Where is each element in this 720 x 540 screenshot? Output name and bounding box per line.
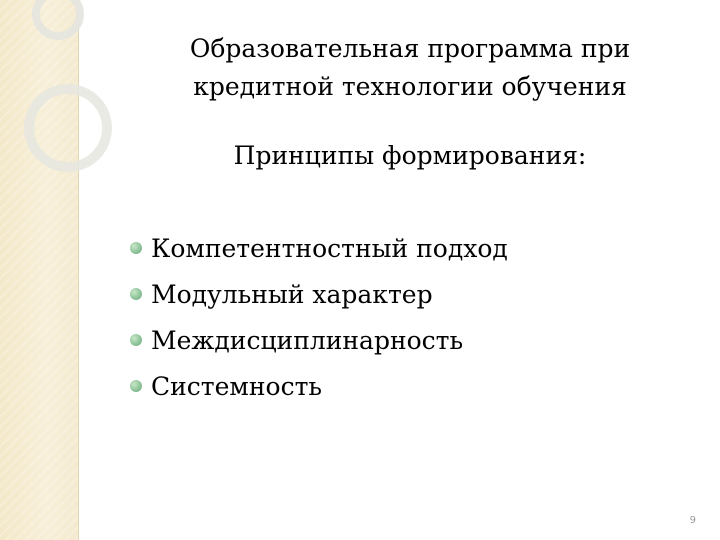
decorative-side-strip xyxy=(0,0,78,540)
bullet-text: Системность xyxy=(151,371,323,401)
strip-divider xyxy=(78,0,79,540)
slide-title xyxy=(130,30,690,106)
slide-title-line-2: кредитной технологии обучения xyxy=(193,72,627,101)
bullet-list xyxy=(130,225,508,409)
bullet-dot-icon xyxy=(130,334,142,346)
bullet-text: Модульный характер xyxy=(151,279,433,309)
bullet-item xyxy=(130,271,508,317)
bullet-item xyxy=(130,317,508,363)
bullet-item xyxy=(130,363,508,409)
bullet-text: Междисциплинарность xyxy=(151,325,464,355)
bullet-item xyxy=(130,225,508,271)
bullet-dot-icon xyxy=(130,380,142,392)
strip-texture xyxy=(0,0,78,540)
slide-subtitle: Принципы формирования: xyxy=(233,141,587,170)
bullet-dot-icon xyxy=(130,242,142,254)
bullet-dot-icon xyxy=(130,288,142,300)
slide-title-line-1: Образовательная программа при xyxy=(189,34,631,63)
bullet-text: Компетентностный подход xyxy=(151,233,508,263)
page-number: 9 xyxy=(689,515,696,526)
